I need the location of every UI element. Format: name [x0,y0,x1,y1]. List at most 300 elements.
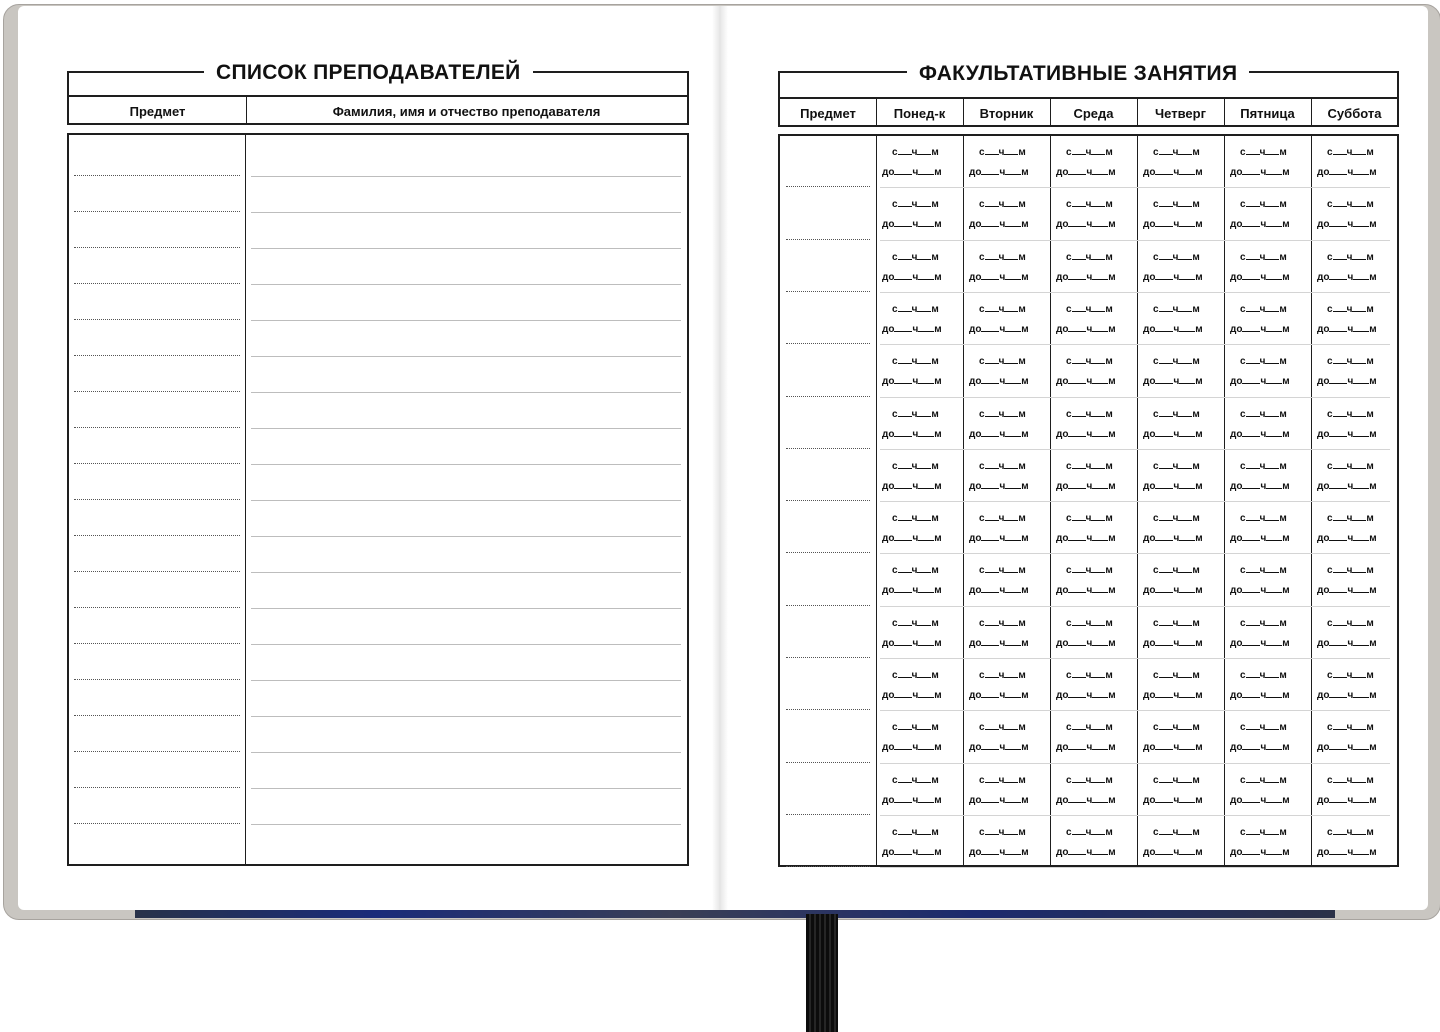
time-slot-cell[interactable] [882,616,957,652]
hours-blank[interactable] [1068,217,1086,227]
minutes-blank[interactable] [1179,688,1195,698]
minutes-blank[interactable] [1004,720,1018,730]
hours-blank[interactable] [1072,720,1086,730]
time-to-line[interactable] [1056,740,1116,754]
time-from-line[interactable] [1327,511,1374,525]
time-from-line[interactable] [1240,825,1287,839]
time-slot-cell[interactable] [1317,825,1392,861]
hours-blank[interactable] [898,197,912,207]
time-from-line[interactable] [892,773,939,787]
hours-blank[interactable] [1329,322,1347,332]
minutes-blank[interactable] [917,302,931,312]
elective-subject-line[interactable] [786,605,870,606]
minutes-blank[interactable] [1353,374,1369,384]
time-from-line[interactable] [979,773,1026,787]
time-to-line[interactable] [1056,583,1116,597]
teacher-writing-line[interactable] [251,644,681,645]
hours-blank[interactable] [981,427,999,437]
minutes-blank[interactable] [1352,354,1366,364]
minutes-blank[interactable] [1004,668,1018,678]
time-to-line[interactable] [882,427,942,441]
minutes-blank[interactable] [1178,825,1192,835]
hours-blank[interactable] [1246,720,1260,730]
elective-subject-line[interactable] [786,762,870,763]
time-to-line[interactable] [1056,217,1116,231]
hours-blank[interactable] [985,825,999,835]
minutes-blank[interactable] [1092,165,1108,175]
subject-writing-line[interactable] [74,571,240,572]
hours-blank[interactable] [1159,511,1173,521]
time-to-line[interactable] [969,583,1029,597]
elective-subject-line[interactable] [786,186,870,187]
time-from-line[interactable] [1240,720,1287,734]
hours-blank[interactable] [898,145,912,155]
minutes-blank[interactable] [1352,459,1366,469]
time-from-line[interactable] [1327,407,1374,421]
hours-blank[interactable] [1242,636,1260,646]
time-slot-cell[interactable] [1056,511,1131,547]
minutes-blank[interactable] [1178,720,1192,730]
time-to-line[interactable] [969,740,1029,754]
hours-blank[interactable] [1246,354,1260,364]
minutes-blank[interactable] [1266,270,1282,280]
time-slot-cell[interactable] [1056,407,1131,443]
time-slot-cell[interactable] [1143,511,1218,547]
hours-blank[interactable] [1246,302,1260,312]
time-slot-cell[interactable] [1143,720,1218,756]
hours-blank[interactable] [1329,583,1347,593]
minutes-blank[interactable] [1352,250,1366,260]
time-slot-cell[interactable] [882,459,957,495]
hours-blank[interactable] [1155,270,1173,280]
hours-blank[interactable] [985,407,999,417]
minutes-blank[interactable] [1092,270,1108,280]
time-to-line[interactable] [1143,427,1203,441]
time-from-line[interactable] [1240,563,1287,577]
time-slot-cell[interactable] [969,773,1044,809]
teacher-writing-line[interactable] [251,464,681,465]
hours-blank[interactable] [985,354,999,364]
time-to-line[interactable] [969,479,1029,493]
minutes-blank[interactable] [1352,145,1366,155]
minutes-blank[interactable] [1266,165,1282,175]
time-to-line[interactable] [882,740,942,754]
time-from-line[interactable] [1240,197,1287,211]
minutes-blank[interactable] [1352,668,1366,678]
time-to-line[interactable] [1143,688,1203,702]
minutes-blank[interactable] [1092,531,1108,541]
minutes-blank[interactable] [1091,197,1105,207]
hours-blank[interactable] [1333,250,1347,260]
minutes-blank[interactable] [917,250,931,260]
hours-blank[interactable] [1246,197,1260,207]
minutes-blank[interactable] [1005,636,1021,646]
time-slot-cell[interactable] [969,616,1044,652]
teacher-writing-line[interactable] [251,392,681,393]
hours-blank[interactable] [894,531,912,541]
minutes-blank[interactable] [1352,773,1366,783]
time-slot-cell[interactable] [969,197,1044,233]
teacher-writing-line[interactable] [251,284,681,285]
time-slot-cell[interactable] [1056,720,1131,756]
time-to-line[interactable] [1230,688,1290,702]
time-from-line[interactable] [892,616,939,630]
hours-blank[interactable] [1159,773,1173,783]
minutes-blank[interactable] [1265,773,1279,783]
hours-blank[interactable] [1333,459,1347,469]
hours-blank[interactable] [1155,531,1173,541]
minutes-blank[interactable] [1178,145,1192,155]
time-from-line[interactable] [892,302,939,316]
teacher-writing-line[interactable] [251,608,681,609]
time-to-line[interactable] [1143,374,1203,388]
minutes-blank[interactable] [1005,427,1021,437]
minutes-blank[interactable] [1005,270,1021,280]
minutes-blank[interactable] [1266,322,1282,332]
time-slot-cell[interactable] [1143,825,1218,861]
time-to-line[interactable] [1143,740,1203,754]
hours-blank[interactable] [1159,302,1173,312]
time-from-line[interactable] [1153,407,1200,421]
time-to-line[interactable] [1230,479,1290,493]
hours-blank[interactable] [898,825,912,835]
time-from-line[interactable] [1153,197,1200,211]
time-from-line[interactable] [892,250,939,264]
time-slot-cell[interactable] [1317,563,1392,599]
time-from-line[interactable] [1240,459,1287,473]
time-to-line[interactable] [882,322,942,336]
time-from-line[interactable] [1066,197,1113,211]
minutes-blank[interactable] [1005,793,1021,803]
minutes-blank[interactable] [1178,354,1192,364]
hours-blank[interactable] [1072,407,1086,417]
elective-subject-line[interactable] [786,343,870,344]
time-to-line[interactable] [1317,793,1377,807]
minutes-blank[interactable] [1092,479,1108,489]
minutes-blank[interactable] [1091,563,1105,573]
hours-blank[interactable] [1072,825,1086,835]
hours-blank[interactable] [981,217,999,227]
time-from-line[interactable] [1327,563,1374,577]
time-to-line[interactable] [1317,217,1377,231]
hours-blank[interactable] [985,773,999,783]
time-to-line[interactable] [969,322,1029,336]
minutes-blank[interactable] [918,636,934,646]
time-to-line[interactable] [1317,322,1377,336]
hours-blank[interactable] [1068,583,1086,593]
hours-blank[interactable] [985,616,999,626]
minutes-blank[interactable] [1091,145,1105,155]
hours-blank[interactable] [981,374,999,384]
subject-writing-line[interactable] [74,607,240,608]
time-slot-cell[interactable] [1056,197,1131,233]
minutes-blank[interactable] [1004,563,1018,573]
time-to-line[interactable] [1056,374,1116,388]
time-slot-cell[interactable] [1317,145,1392,181]
hours-blank[interactable] [894,270,912,280]
minutes-blank[interactable] [1266,636,1282,646]
time-slot-cell[interactable] [1056,773,1131,809]
minutes-blank[interactable] [1178,459,1192,469]
minutes-blank[interactable] [1005,322,1021,332]
minutes-blank[interactable] [1265,511,1279,521]
teacher-writing-line[interactable] [251,752,681,753]
minutes-blank[interactable] [1091,720,1105,730]
time-slot-cell[interactable] [1230,197,1305,233]
time-from-line[interactable] [979,825,1026,839]
minutes-blank[interactable] [1091,407,1105,417]
hours-blank[interactable] [1159,563,1173,573]
hours-blank[interactable] [1246,668,1260,678]
time-slot-cell[interactable] [969,563,1044,599]
hours-blank[interactable] [1155,845,1173,855]
time-slot-cell[interactable] [1056,563,1131,599]
minutes-blank[interactable] [1266,583,1282,593]
minutes-blank[interactable] [1005,531,1021,541]
hours-blank[interactable] [1242,374,1260,384]
time-to-line[interactable] [1230,845,1290,859]
hours-blank[interactable] [898,563,912,573]
minutes-blank[interactable] [1352,825,1366,835]
hours-blank[interactable] [898,773,912,783]
hours-blank[interactable] [1242,322,1260,332]
minutes-blank[interactable] [1265,668,1279,678]
minutes-blank[interactable] [1353,479,1369,489]
minutes-blank[interactable] [917,825,931,835]
minutes-blank[interactable] [1179,583,1195,593]
minutes-blank[interactable] [1091,668,1105,678]
minutes-blank[interactable] [1005,740,1021,750]
time-to-line[interactable] [1230,636,1290,650]
time-to-line[interactable] [969,427,1029,441]
time-from-line[interactable] [1153,616,1200,630]
minutes-blank[interactable] [918,531,934,541]
hours-blank[interactable] [1329,688,1347,698]
time-to-line[interactable] [969,845,1029,859]
minutes-blank[interactable] [1353,688,1369,698]
hours-blank[interactable] [985,720,999,730]
time-to-line[interactable] [1056,322,1116,336]
time-to-line[interactable] [1317,688,1377,702]
time-to-line[interactable] [1230,427,1290,441]
time-slot-cell[interactable] [1143,250,1218,286]
hours-blank[interactable] [1159,407,1173,417]
time-from-line[interactable] [1066,668,1113,682]
hours-blank[interactable] [981,270,999,280]
time-from-line[interactable] [1153,250,1200,264]
time-from-line[interactable] [1066,616,1113,630]
hours-blank[interactable] [1333,197,1347,207]
minutes-blank[interactable] [1091,250,1105,260]
time-to-line[interactable] [1230,793,1290,807]
minutes-blank[interactable] [1178,563,1192,573]
minutes-blank[interactable] [1179,531,1195,541]
hours-blank[interactable] [1072,511,1086,521]
hours-blank[interactable] [1068,322,1086,332]
minutes-blank[interactable] [918,322,934,332]
minutes-blank[interactable] [918,845,934,855]
time-from-line[interactable] [1327,197,1374,211]
time-slot-cell[interactable] [1230,773,1305,809]
minutes-blank[interactable] [1004,197,1018,207]
time-slot-cell[interactable] [882,563,957,599]
hours-blank[interactable] [1155,165,1173,175]
minutes-blank[interactable] [1352,720,1366,730]
hours-blank[interactable] [1242,165,1260,175]
time-slot-cell[interactable] [1230,250,1305,286]
hours-blank[interactable] [985,302,999,312]
hours-blank[interactable] [1068,479,1086,489]
time-from-line[interactable] [1153,302,1200,316]
minutes-blank[interactable] [1092,688,1108,698]
time-slot-cell[interactable] [1317,459,1392,495]
hours-blank[interactable] [1155,217,1173,227]
minutes-blank[interactable] [1179,322,1195,332]
time-from-line[interactable] [1066,407,1113,421]
time-to-line[interactable] [969,217,1029,231]
minutes-blank[interactable] [1092,636,1108,646]
hours-blank[interactable] [1242,217,1260,227]
hours-blank[interactable] [898,720,912,730]
time-to-line[interactable] [1230,374,1290,388]
time-from-line[interactable] [1327,773,1374,787]
time-from-line[interactable] [1066,145,1113,159]
minutes-blank[interactable] [1266,688,1282,698]
minutes-blank[interactable] [1265,354,1279,364]
minutes-blank[interactable] [917,354,931,364]
time-to-line[interactable] [1143,217,1203,231]
time-slot-cell[interactable] [1143,354,1218,390]
time-slot-cell[interactable] [882,720,957,756]
time-slot-cell[interactable] [1143,197,1218,233]
hours-blank[interactable] [1159,354,1173,364]
time-to-line[interactable] [882,636,942,650]
elective-subject-line[interactable] [786,448,870,449]
minutes-blank[interactable] [1091,354,1105,364]
hours-blank[interactable] [985,511,999,521]
minutes-blank[interactable] [1353,531,1369,541]
time-to-line[interactable] [1317,531,1377,545]
minutes-blank[interactable] [1353,427,1369,437]
minutes-blank[interactable] [918,270,934,280]
minutes-blank[interactable] [917,197,931,207]
hours-blank[interactable] [894,793,912,803]
hours-blank[interactable] [1068,531,1086,541]
time-slot-cell[interactable] [1143,459,1218,495]
time-to-line[interactable] [1056,531,1116,545]
hours-blank[interactable] [1329,531,1347,541]
time-slot-cell[interactable] [882,197,957,233]
time-to-line[interactable] [1317,427,1377,441]
minutes-blank[interactable] [917,773,931,783]
time-from-line[interactable] [1066,302,1113,316]
time-from-line[interactable] [979,511,1026,525]
time-to-line[interactable] [1056,845,1116,859]
hours-blank[interactable] [1242,793,1260,803]
teacher-writing-line[interactable] [251,212,681,213]
hours-blank[interactable] [898,668,912,678]
time-from-line[interactable] [979,407,1026,421]
minutes-blank[interactable] [1265,720,1279,730]
time-from-line[interactable] [1240,354,1287,368]
time-slot-cell[interactable] [1317,773,1392,809]
minutes-blank[interactable] [918,165,934,175]
time-slot-cell[interactable] [882,302,957,338]
minutes-blank[interactable] [1092,374,1108,384]
time-from-line[interactable] [1240,511,1287,525]
time-to-line[interactable] [1230,531,1290,545]
time-slot-cell[interactable] [1056,302,1131,338]
teacher-writing-line[interactable] [251,176,681,177]
hours-blank[interactable] [894,322,912,332]
minutes-blank[interactable] [1265,145,1279,155]
hours-blank[interactable] [894,165,912,175]
hours-blank[interactable] [985,250,999,260]
minutes-blank[interactable] [1091,459,1105,469]
time-from-line[interactable] [1240,250,1287,264]
time-from-line[interactable] [892,825,939,839]
time-from-line[interactable] [979,302,1026,316]
elective-subject-line[interactable] [786,396,870,397]
time-from-line[interactable] [1153,459,1200,473]
minutes-blank[interactable] [1178,250,1192,260]
time-slot-cell[interactable] [1143,145,1218,181]
elective-subject-line[interactable] [786,291,870,292]
elective-subject-line[interactable] [786,814,870,815]
minutes-blank[interactable] [1178,616,1192,626]
time-to-line[interactable] [969,688,1029,702]
time-to-line[interactable] [1230,270,1290,284]
time-to-line[interactable] [882,479,942,493]
time-slot-cell[interactable] [969,668,1044,704]
minutes-blank[interactable] [1266,845,1282,855]
time-from-line[interactable] [979,250,1026,264]
time-from-line[interactable] [1066,720,1113,734]
time-to-line[interactable] [1143,322,1203,336]
time-from-line[interactable] [979,459,1026,473]
time-slot-cell[interactable] [1143,616,1218,652]
time-slot-cell[interactable] [882,825,957,861]
subject-writing-line[interactable] [74,175,240,176]
hours-blank[interactable] [1159,720,1173,730]
minutes-blank[interactable] [918,793,934,803]
subject-writing-line[interactable] [74,499,240,500]
time-slot-cell[interactable] [969,511,1044,547]
time-to-line[interactable] [882,165,942,179]
hours-blank[interactable] [1333,302,1347,312]
hours-blank[interactable] [894,845,912,855]
minutes-blank[interactable] [917,616,931,626]
time-slot-cell[interactable] [882,668,957,704]
hours-blank[interactable] [1155,479,1173,489]
time-from-line[interactable] [1327,354,1374,368]
time-from-line[interactable] [1327,616,1374,630]
minutes-blank[interactable] [1092,793,1108,803]
hours-blank[interactable] [1333,668,1347,678]
time-from-line[interactable] [1327,459,1374,473]
subject-writing-line[interactable] [74,463,240,464]
hours-blank[interactable] [1072,302,1086,312]
time-from-line[interactable] [892,511,939,525]
minutes-blank[interactable] [917,563,931,573]
minutes-blank[interactable] [1178,197,1192,207]
minutes-blank[interactable] [1092,217,1108,227]
minutes-blank[interactable] [1353,740,1369,750]
minutes-blank[interactable] [1353,270,1369,280]
time-slot-cell[interactable] [969,302,1044,338]
hours-blank[interactable] [1159,668,1173,678]
hours-blank[interactable] [1068,374,1086,384]
